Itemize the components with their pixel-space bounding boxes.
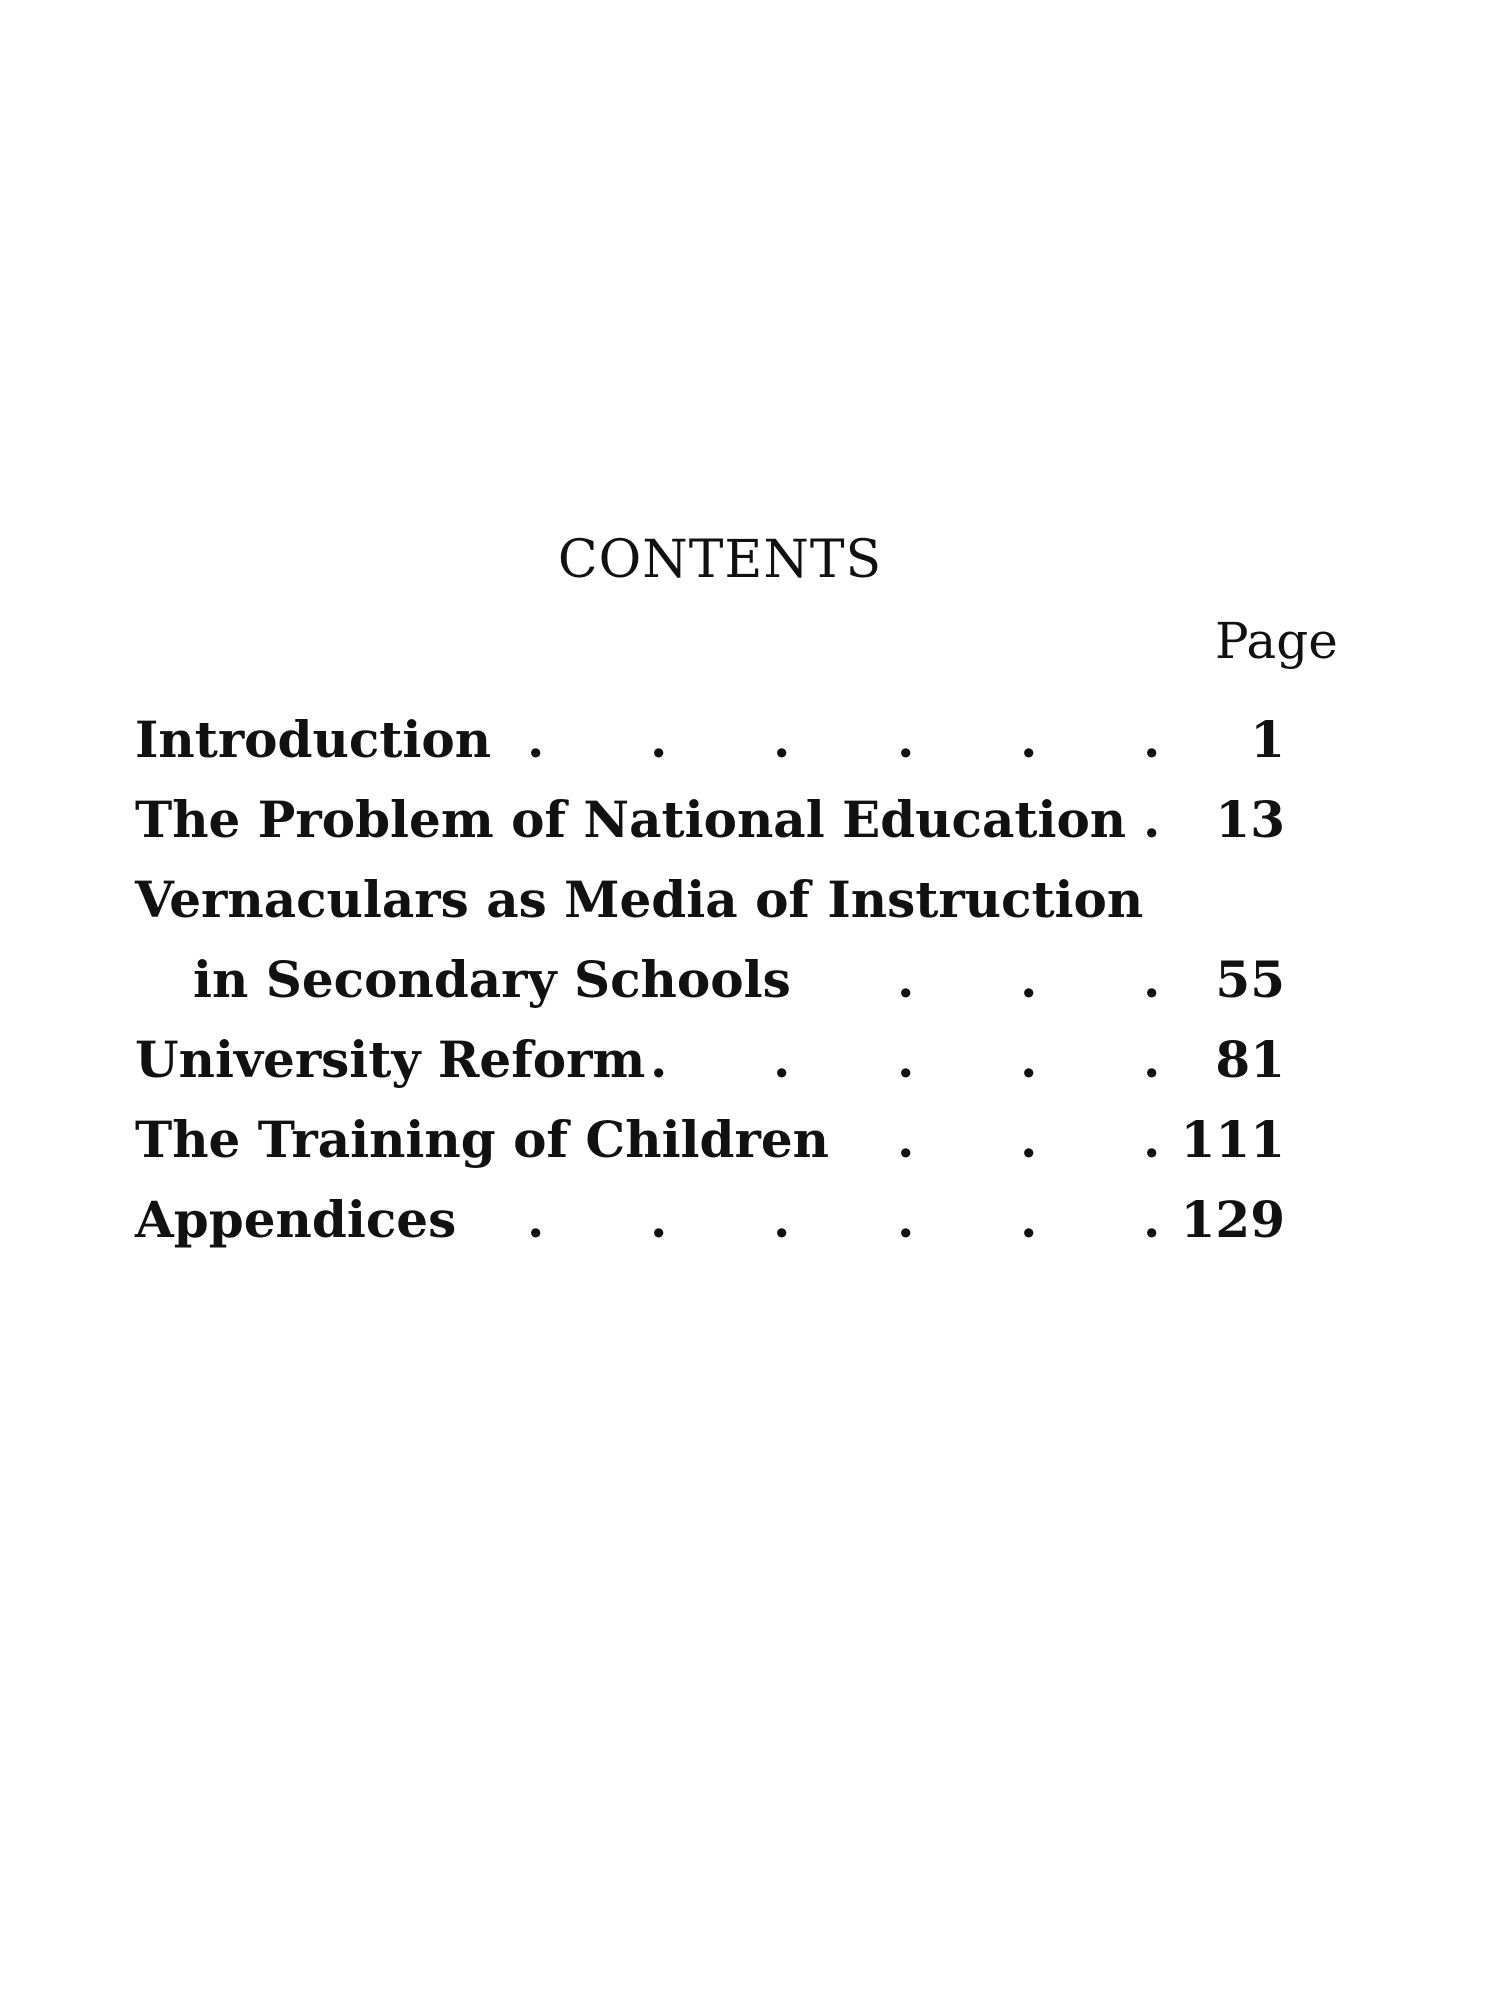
toc-entry-page: 111 [1180,1110,1285,1169]
toc-entry-title: Appendices [135,1190,457,1249]
toc-leader-dots: . . . . . . [527,1190,1161,1249]
toc-entry[interactable] [135,870,1285,940]
toc-leader-dots: . . . [897,950,1161,1009]
toc-leader-dots: . [1143,790,1161,849]
toc-entry-continuation[interactable] [135,950,1285,1020]
toc-entry-title: in Secondary Schools [193,950,791,1009]
toc-entry-page: 129 [1180,1190,1285,1249]
toc-entry[interactable] [135,1030,1285,1100]
toc-entry[interactable] [135,1190,1285,1260]
toc-leader-dots: . . . [897,1110,1161,1169]
toc-entry-title: The Problem of National Education [135,790,1127,849]
toc-leader-dots: . . . . . [650,1030,1161,1089]
toc-entry-title: The Training of Children [135,1110,830,1169]
toc-leader-dots: . . . . . . [527,710,1161,769]
toc-entry-page: 55 [1215,950,1285,1009]
toc-entry[interactable] [135,710,1285,780]
toc-entry-title: University Reform [135,1030,646,1089]
contents-heading: CONTENTS [557,530,883,590]
toc-entry-title: Introduction [135,710,492,769]
page-column-label: Page [1215,612,1338,670]
toc-entry-page: 1 [1250,710,1285,769]
toc-entry[interactable] [135,1110,1285,1180]
toc-entry-title: Vernaculars as Media of Instruction [135,870,1144,929]
toc-entry[interactable] [135,790,1285,860]
toc-entry-page: 81 [1215,1030,1285,1089]
toc-entry-page: 13 [1215,790,1285,849]
